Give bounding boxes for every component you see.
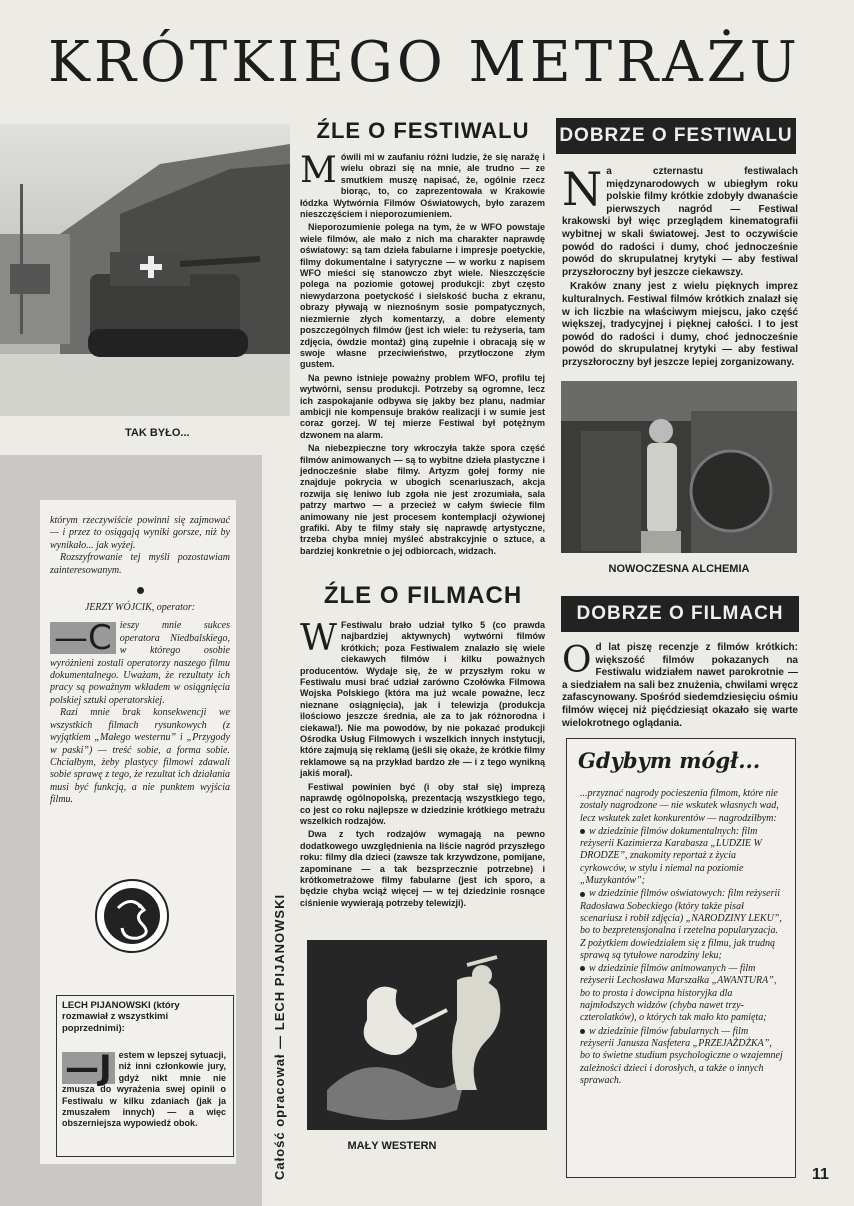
tank-photo-image xyxy=(0,124,290,416)
gdybym-item-2-text: w dziedzinie filmów oświatowych: film reżyserii Radosława Sobeckiego (który także pisał scenariusz i robił zdjęcia) „NARODZINY LEKU”, bo to bezpretensjonalna i rzetelna popularyzacja. Z pożytkiem dowiedziałem się z filmu, jak trudną sprawą są tytułowe narodziny leku; xyxy=(580,888,782,961)
page-title: KRÓTKIEGO METRAŻU xyxy=(48,30,801,95)
bullet-icon xyxy=(580,1029,585,1034)
zle-o-filmach-text xyxy=(300,620,545,911)
gdybym-item-1 xyxy=(580,826,784,887)
maly-western-caption: MAŁY WESTERN xyxy=(347,1140,437,1152)
dobrze-o-filmach-text xyxy=(562,642,798,732)
gdybym-heading: Gdybym mógł... xyxy=(578,748,761,773)
alchemia-caption: NOWOCZESNA ALCHEMIA xyxy=(608,563,750,575)
zle-festiwal-p4: Na niebezpieczne tory wkroczyła także spora część filmów animowanych — są to wybitne dzieła plastyczne i jednocześnie słabe filmy. Artyzm gołej formy nie znajduje pokrycia w ubogich scenariuszach, akcja rozwija się leniwo lub zgoła nie jest zrozumiała, sala patrzy martwo — a przecież w całym świecie film animowany nie jest procesem kontemplacji ożywionej grafiki. Aby te filmy stały się naprawdę artystyczne, trzeba chyba mniej myśleć abstrakcyjnie o sztuce, a bardziej konkretnie o jej odbiorcach, widzach. xyxy=(300,443,545,556)
vertical-credit-text: Całość opracował — LECH PIJANOWSKI xyxy=(272,893,287,1180)
dobrze-festiwal-p1-body: a czternastu festiwalach międzynarodowych w ubiegłym roku polskie filmy krótkie zdobyły dwanaście pierwszych nagród — Festiwal krakowski był więc przeglądem kinematografii wybitnej w skali światowej. Jest to oczywiście powód do radości i dumy, choć jednocześnie powód do skrupulatnej krytyki — aby festiwal przyszłoroczny był jeszcze ciekawszy. xyxy=(562,166,798,278)
bullet-icon xyxy=(580,829,585,834)
interview-para-1: którym rzeczywiście powinni się zajmować — i przez to osiągają wyniki gorsze, niż by wynikało... jak wyżej. xyxy=(50,515,230,551)
pijanowski-intro: LECH PIJANOWSKI (który rozmawiał z wszystkimi poprzednimi): xyxy=(62,1000,180,1034)
zle-filmach-p1 xyxy=(300,620,545,780)
gdybym-item-2 xyxy=(580,888,784,962)
laboratory-worker-image xyxy=(561,381,797,553)
pijanowski-text xyxy=(62,1050,226,1130)
smok-wawelski-logo xyxy=(88,878,176,954)
zle-o-festiwalu-heading: ŹLE O FESTIWALU xyxy=(316,118,530,143)
dobrze-festiwal-p1 xyxy=(562,162,798,279)
wojcik-dropcap: —C xyxy=(50,622,116,654)
zle-festiwal-dropcap: M xyxy=(300,150,337,191)
gdybym-item-3 xyxy=(580,963,784,1024)
zle-filmach-p2: Festiwal powinien być (i oby stał się) imprezą naprawdę ogólnopolską, prezentacją wszystkiego tego, co jest co roku najlepsze w dziedzinie krótkiego metrażu wszelkich rodzajów. xyxy=(300,781,545,826)
zle-o-filmach-heading: ŹLE O FILMACH xyxy=(323,582,523,609)
gdybym-item-4 xyxy=(580,1026,784,1087)
dragon-logo-icon xyxy=(88,878,176,954)
cartoon-figures-illustration xyxy=(307,940,547,1130)
pijanowski-text-body: estem w lepszej sytuacji, niż inni członkowie jury, gdyż nikt mnie nie zmusza do wyrażenia swej opinii o Festiwalu w kilku zdaniach (jak ja zmuszałem innych) — a więc obszerniejsza wypowiedź obok. xyxy=(62,1050,226,1129)
zle-o-festiwalu-text xyxy=(300,152,545,559)
dobrze-filmach-p1 xyxy=(562,642,798,730)
wojcik-text xyxy=(50,620,230,707)
maly-western-image xyxy=(307,940,547,1130)
alchemia-photo xyxy=(561,381,797,553)
bullet-icon xyxy=(580,892,585,897)
vertical-credit xyxy=(272,894,287,1180)
dobrze-filmach-dropcap: O xyxy=(562,640,592,681)
zle-filmach-dropcap: W xyxy=(300,618,338,659)
zle-festiwal-p3: Na pewno istnieje poważny problem WFO, profilu tej wytwórni, sensu produkcji. Potrzeby są ogromne, lecz ich zaspokajanie odbywa się jakby bez planu, nadmiar ambicji nie kompensuje braków realizacji i w sumie jest coraz gorzej. W tej mierze Festiwal był potężnym dzwonem na alarm. xyxy=(300,372,545,440)
separator-dot xyxy=(137,587,144,594)
zle-festiwal-p1 xyxy=(300,152,545,220)
zle-filmach-p3: Dwa z tych rodzajów wymagają na pewno dodatkowego uwzględnienia na liście nagród przyszłego roku: filmy dla dzieci (zawsze tak krzywdzone, pomijane, zapominane — a tak bezsprzecznie potrzebne) i krótkometrażowe filmy fabularne (jest ich sporo, a będzie chyba wciąż więcej — w tej dziedzinie rosnące ciśnienie wywierają potrzeby telewizji). xyxy=(300,829,545,908)
pijanowski-dropcap: —J xyxy=(62,1052,115,1084)
interview-para-2: Rozszyfrowanie tej myśli pozostawiam zainteresowanym. xyxy=(50,552,230,576)
dobrze-o-festiwalu-text xyxy=(562,162,798,372)
gdybym-item-3-text: w dziedzinie filmów animowanych — film reżyserii Lechosława Marszałka „AWANTURA”, bo to prosta i dowcipna historyjka dla najmłodszych widzów (chyba nawet trzy-czterolatków), o których tak mało kto pamięta; xyxy=(580,963,777,1024)
dobrze-filmach-p1-body: d lat piszę recenzje z filmów krótkich: większość filmów pokazanych na Festiwalu widziałem nawet parokrotnie — a siedziałem na sali bez znużenia, chwilami wręcz zafascynowany. Spośród siedemdziesięciu ośmiu filmów więcej niż pięćdziesiąt okazało się warte wielokrotnego oglądania. xyxy=(562,642,799,729)
interview-text xyxy=(50,515,230,807)
zle-festiwal-p2: Nieporozumienie polega na tym, że w WFO powstaje wiele filmów, ale mało z nich ma charakter naprawdę oświatowy: są tam dzieła fabularne i impresje poetyckie, filmy dokumentalne i satyryczne — w worku z napisem WFO mieści się stanowczo zbyt wiele. Nieszczęście polega na poziomie gotowej produkcji: zbyt często niewydarzona poetyckość i sielskość bucha z ekranu, obrazy pływają w nieznośnym sosie pompatycznych, niezmiernie złych komentarzy, a dobre elementy poszczególnych filmów (jest ich wiele: tu reżyseria, tam zdjęcia, ówdzie montaż) giną zupełnie i obracają się w swoje własne przeciwieństwo, przytłoczone złym gustem. xyxy=(300,222,545,370)
zle-filmach-p1-body: Festiwalu brało udział tylko 5 (co prawda najbardziej aktywnych) wytwórni filmów krótkich; poza Festiwalem znalazło się wiele ciekawych filmów i kilku poważnych producentów. Wydaje się, że w przyszłym roku w Festiwalu musi brać udział zarówno Czołówka Filmowa Wojska Polskiego (która ma już wcale poważne, lecz nieznane osiągnięcia), jak i telewizja (produkcja ilościowo jeszcze średnia, ale za to jak różnorodna i ciekawa!). Nie ma powodów, by nie pokazać produkcji Ośrodka Usług Filmowych i wszelkich innych instytucji, które zajmują się reklamą (jeśli się okaże, że krótkie filmy reklamowe są na przykład bardzo złe — i z tego wynikną jakiś morał). xyxy=(300,620,545,779)
gdybym-text xyxy=(580,788,784,1088)
gdybym-item-4-text: w dziedzinie filmów fabularnych — film reżyserii Janusza Nasfetera „PRZEJAŻDŻKA”, bo to świetne studium psychologiczne o wzajemnej zależności dzieci i dorosłych, a także o innych sprawach. xyxy=(580,1025,783,1086)
page-number: 11 xyxy=(812,1166,829,1183)
dobrze-festiwal-dropcap: N xyxy=(562,162,603,216)
dobrze-o-filmach-heading: DOBRZE O FILMACH xyxy=(561,596,799,632)
dobrze-o-festiwalu-heading: DOBRZE O FESTIWALU xyxy=(556,118,796,154)
gdybym-intro: ...przyznać nagrody pocieszenia filmom, które nie zostały nagrodzone — nie wskutek własnych wad, lecz wskutek zalet konkurentów — nagrodziłbym: xyxy=(580,788,779,824)
zle-festiwal-p1-body: ówili mi w zaufaniu różni ludzie, że się naražę i wielu obrazi się na mnie, ale trudno — ze smutkiem muszę napisać, że, ogólnie rzecz biorąc, to, co zaprezentowała w Krakowie łódzka Wytwórnia Filmów Oświatowych, było zarazem nieszczęściem i nieporozumieniem. xyxy=(300,152,545,220)
tank-photo xyxy=(0,124,290,416)
bullet-icon xyxy=(580,966,585,971)
dobrze-festiwal-p2: Kraków znany jest z wielu pięknych imprez kulturalnych. Festiwal filmów krótkich znalazł się w ich liczbie na właściwym miejscu, jako część większej, tradycyjnej i pięknej całości. I to jest powód do radości i dumy, choć jednocześnie powód do skrupulatnej krytyki — aby festiwal przyszłoroczny był jeszcze lepiej zorganizowany. xyxy=(562,281,798,368)
gdybym-item-1-text: w dziedzinie filmów dokumentalnych: film reżyserii Kazimierza Karabasza „LUDZIE W DRODZE”, znakomity reportaż z życia cyrkowców, w stylu i niemal na poziomie „Muzykantów”; xyxy=(580,825,762,887)
tank-photo-caption: TAK BYŁO... xyxy=(125,427,190,439)
speaker-wojcik: JERZY WÓJCIK, operator: xyxy=(84,602,196,614)
wojcik-text-2: Razi mnie brak konsekwencji we wszystkich filmach rysunkowych (z wyjątkiem „Małego westernu” i „Przygody w paski”) — treść sobie, a forma sobie. Chciałbym, żeby plastycy filmowi zdawali sobie sprawę z tego, że rezultat ich działania musi być funkcją, a nie punktem wyjścia filmu. xyxy=(50,707,230,806)
wojcik-text-body: ieszy mnie sukces operatora Niedbalskiego, w którego osobie wyróżnieni zostali operatorzy naszego filmu dokumentalnego. Uważam, że rezultaty ich pracy są poważnym wkładem w osiągnięcia polskiej sztuki operatorskiej. xyxy=(50,620,230,706)
